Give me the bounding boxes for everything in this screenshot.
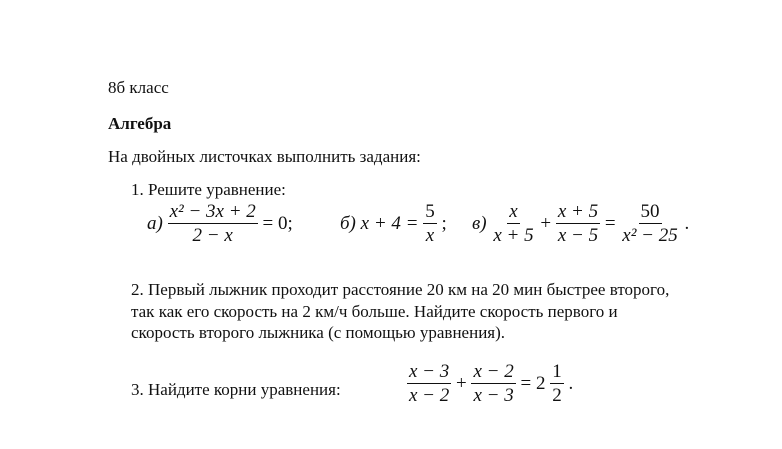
equation-a: [147, 202, 293, 245]
task3-tail: .: [568, 372, 574, 394]
equation-c-fraction-2: [556, 202, 600, 245]
equation-b-numerator: 5: [425, 201, 435, 222]
equation-a-label: а): [147, 212, 163, 234]
equation-c-plus: +: [540, 212, 552, 234]
class-label: 8б класс: [108, 78, 169, 97]
equation-c: [472, 202, 689, 245]
task1-title: 1. Решите уравнение:: [131, 180, 286, 199]
equation-b-label: б): [340, 212, 356, 234]
task3-numerator-2: x − 2: [473, 361, 514, 382]
task3-denominator-2: x − 3: [473, 385, 514, 406]
equation-c-fraction-1: [491, 202, 535, 245]
task3-mixed-fraction: [550, 362, 564, 405]
equation-b: [340, 202, 447, 245]
task3-equals: = 2: [520, 372, 546, 394]
task3-mixed-numerator: 1: [552, 361, 562, 382]
subject-heading: Алгебра: [108, 114, 172, 133]
equation-b-lhs: x + 4 =: [360, 212, 419, 234]
equation-c-numerator-1: x: [509, 201, 518, 222]
equation-c-denominator-1: x + 5: [493, 225, 534, 246]
task3-equation: [407, 362, 573, 405]
instruction-text: На двойных листочках выполнить задания:: [108, 147, 421, 166]
task2-line-1: 2. Первый лыжник проходит расстояние 20 км на 20 мин быстрее второго,: [131, 280, 670, 299]
equation-c-label: в): [472, 212, 487, 234]
task3-numerator-1: x − 3: [409, 361, 450, 382]
task3-denominator-1: x − 2: [409, 385, 450, 406]
task3-fraction-2: [471, 362, 515, 405]
equation-a-denominator: 2 − x: [192, 225, 233, 246]
equation-c-numerator-3: 50: [640, 201, 660, 222]
equation-c-equals: =: [604, 212, 616, 234]
equation-c-fraction-3: [620, 202, 679, 245]
task3-fraction-1: [407, 362, 451, 405]
equation-b-denominator: x: [425, 225, 435, 246]
task2-line-3: скорость второго лыжника (с помощью уравнения).: [131, 323, 506, 342]
equation-a-fraction: [168, 202, 258, 245]
equation-c-denominator-2: x − 5: [557, 225, 599, 246]
equation-c-denominator-3: x² − 25: [622, 225, 678, 246]
equation-b-tail: ;: [441, 212, 447, 234]
task3-plus: +: [456, 372, 467, 394]
equation-b-fraction: [423, 202, 437, 245]
equation-c-numerator-2: x + 5: [557, 201, 599, 222]
task2-line-2: так как его скорость на 2 км/ч больше. Найдите скорость первого и: [131, 302, 618, 321]
task3-mixed-denominator: 2: [552, 385, 562, 406]
equation-c-tail: .: [684, 212, 690, 234]
equation-a-numerator: x² − 3x + 2: [169, 201, 256, 222]
task3-text: 3. Найдите корни уравнения:: [131, 380, 341, 399]
equation-a-rhs: = 0;: [262, 212, 293, 234]
